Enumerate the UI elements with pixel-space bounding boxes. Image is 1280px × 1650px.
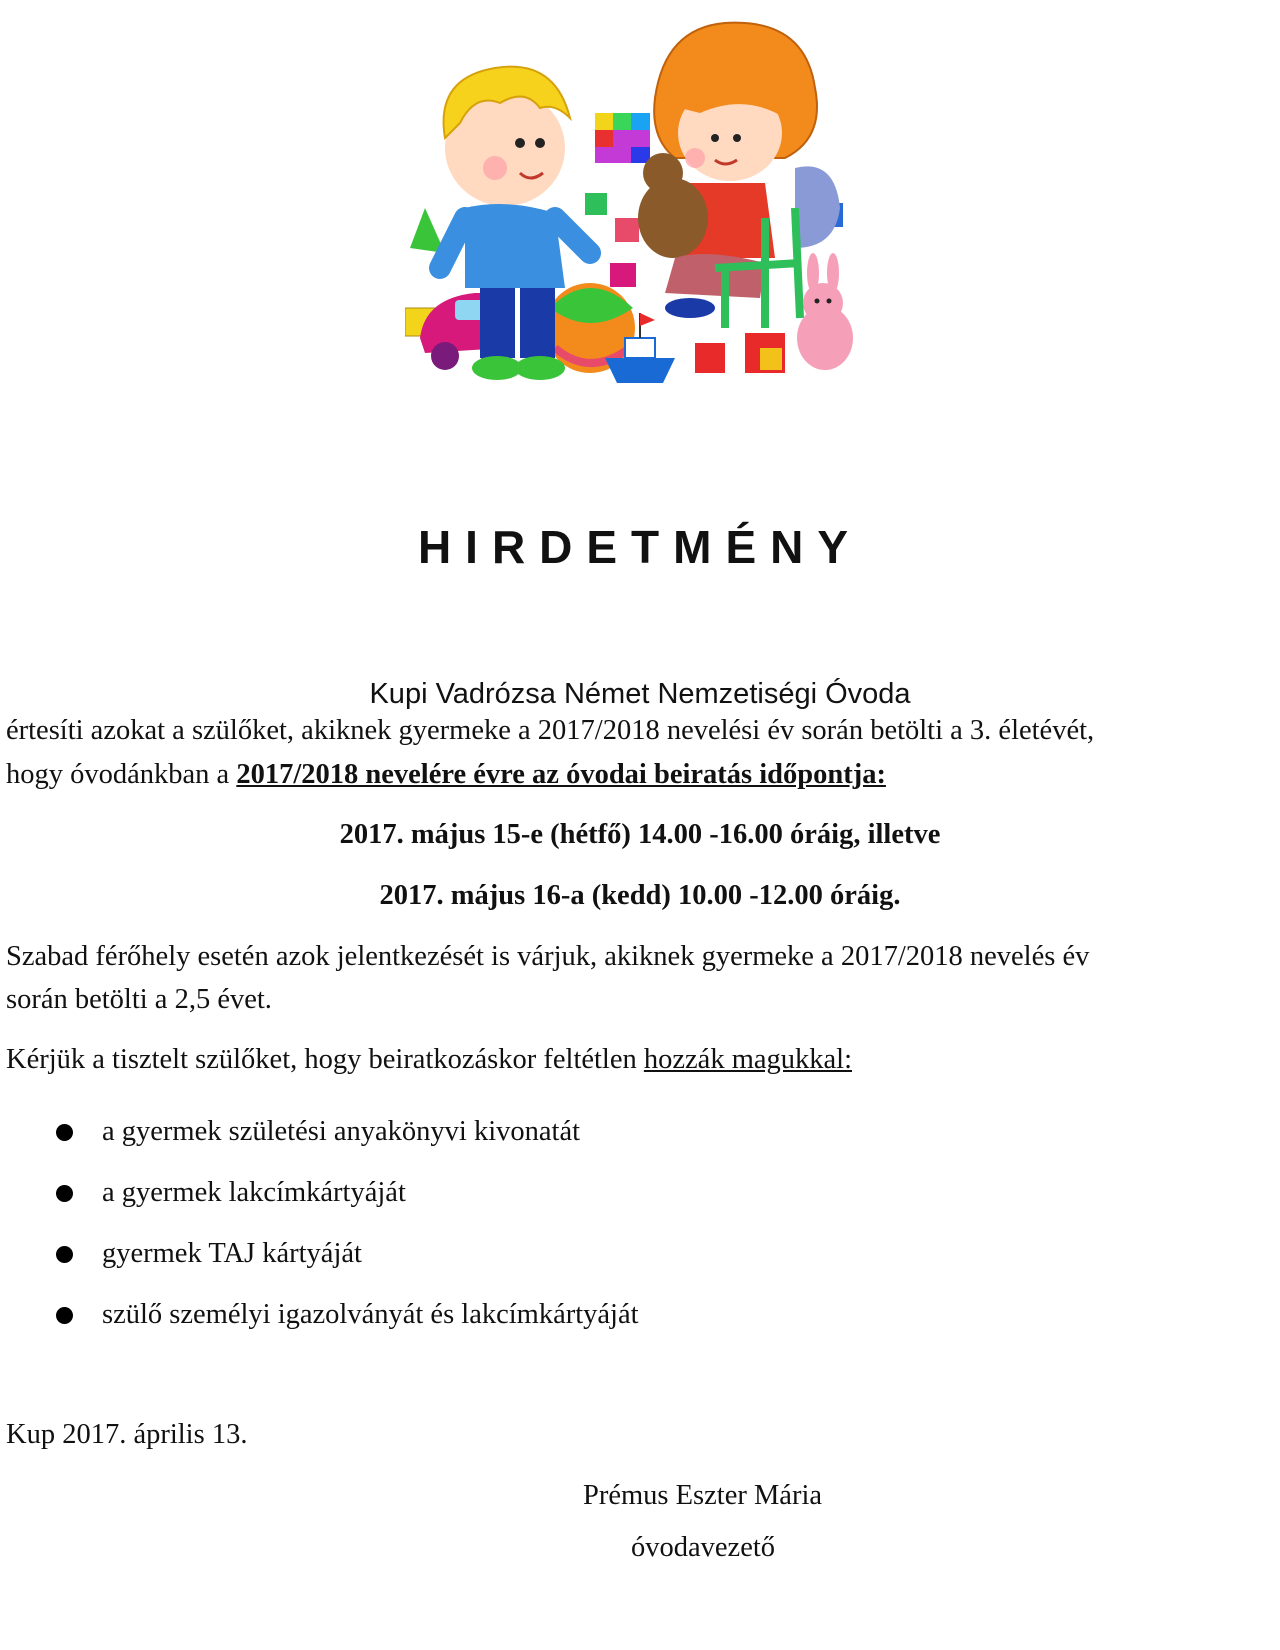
bullet-icon — [56, 1124, 73, 1141]
extra-line-2: során betölti a 2,5 évet. — [6, 984, 272, 1015]
extra-line-1: Szabad férőhely esetén azok jelentkezését is várjuk, akiknek gyermeke a 2017/2018 nevelés év — [6, 941, 1090, 972]
bullet-icon — [56, 1185, 73, 1202]
kindergarten-name: Kupi Vadrózsa Német Nemzetiségi Óvoda — [369, 678, 911, 710]
list-item-text: a gyermek születési anyakönyvi kivonatát — [102, 1116, 581, 1147]
page-title: HIRDETMÉNY — [417, 521, 863, 573]
signer-title: óvodavezető — [631, 1532, 776, 1563]
request-text: Kérjük a tisztelt szülőket, hogy beiratkozáskor feltétlen — [6, 1044, 644, 1075]
bunny-toy — [797, 253, 853, 370]
bullet-icon — [56, 1307, 73, 1324]
intro-line-2 — [6, 752, 886, 797]
bullet-icon — [56, 1246, 73, 1263]
list-item-text: szülő személyi igazolványát és lakcímkártyáját — [102, 1299, 639, 1330]
enrollment-heading: 2017/2018 nevelére évre az óvodai beiratás időpontja: — [236, 759, 886, 790]
request-line — [6, 1037, 852, 1082]
list-item-text: a gyermek lakcímkártyáját — [102, 1177, 406, 1208]
place-and-date: Kup 2017. április 13. — [6, 1419, 248, 1450]
list-item-text: gyermek TAJ kártyáját — [102, 1238, 362, 1269]
intro-line-2-text: hogy óvodánkban a — [6, 759, 237, 790]
request-emphasis: hozzák magukkal: — [643, 1044, 853, 1075]
enrollment-date-1: 2017. május 15-e (hétfő) 14.00 -16.00 óráig, illetve — [339, 819, 941, 850]
enrollment-date-2: 2017. május 16-a (kedd) 10.00 -12.00 óráig. — [379, 880, 901, 911]
intro-line-1: értesíti azokat a szülőket, akiknek gyermeke a 2017/2018 nevelési év során betölti a 3. életévét, — [6, 715, 1095, 746]
children-playing-illustration — [405, 8, 905, 408]
signer-name: Prémus Eszter Mária — [583, 1480, 823, 1511]
